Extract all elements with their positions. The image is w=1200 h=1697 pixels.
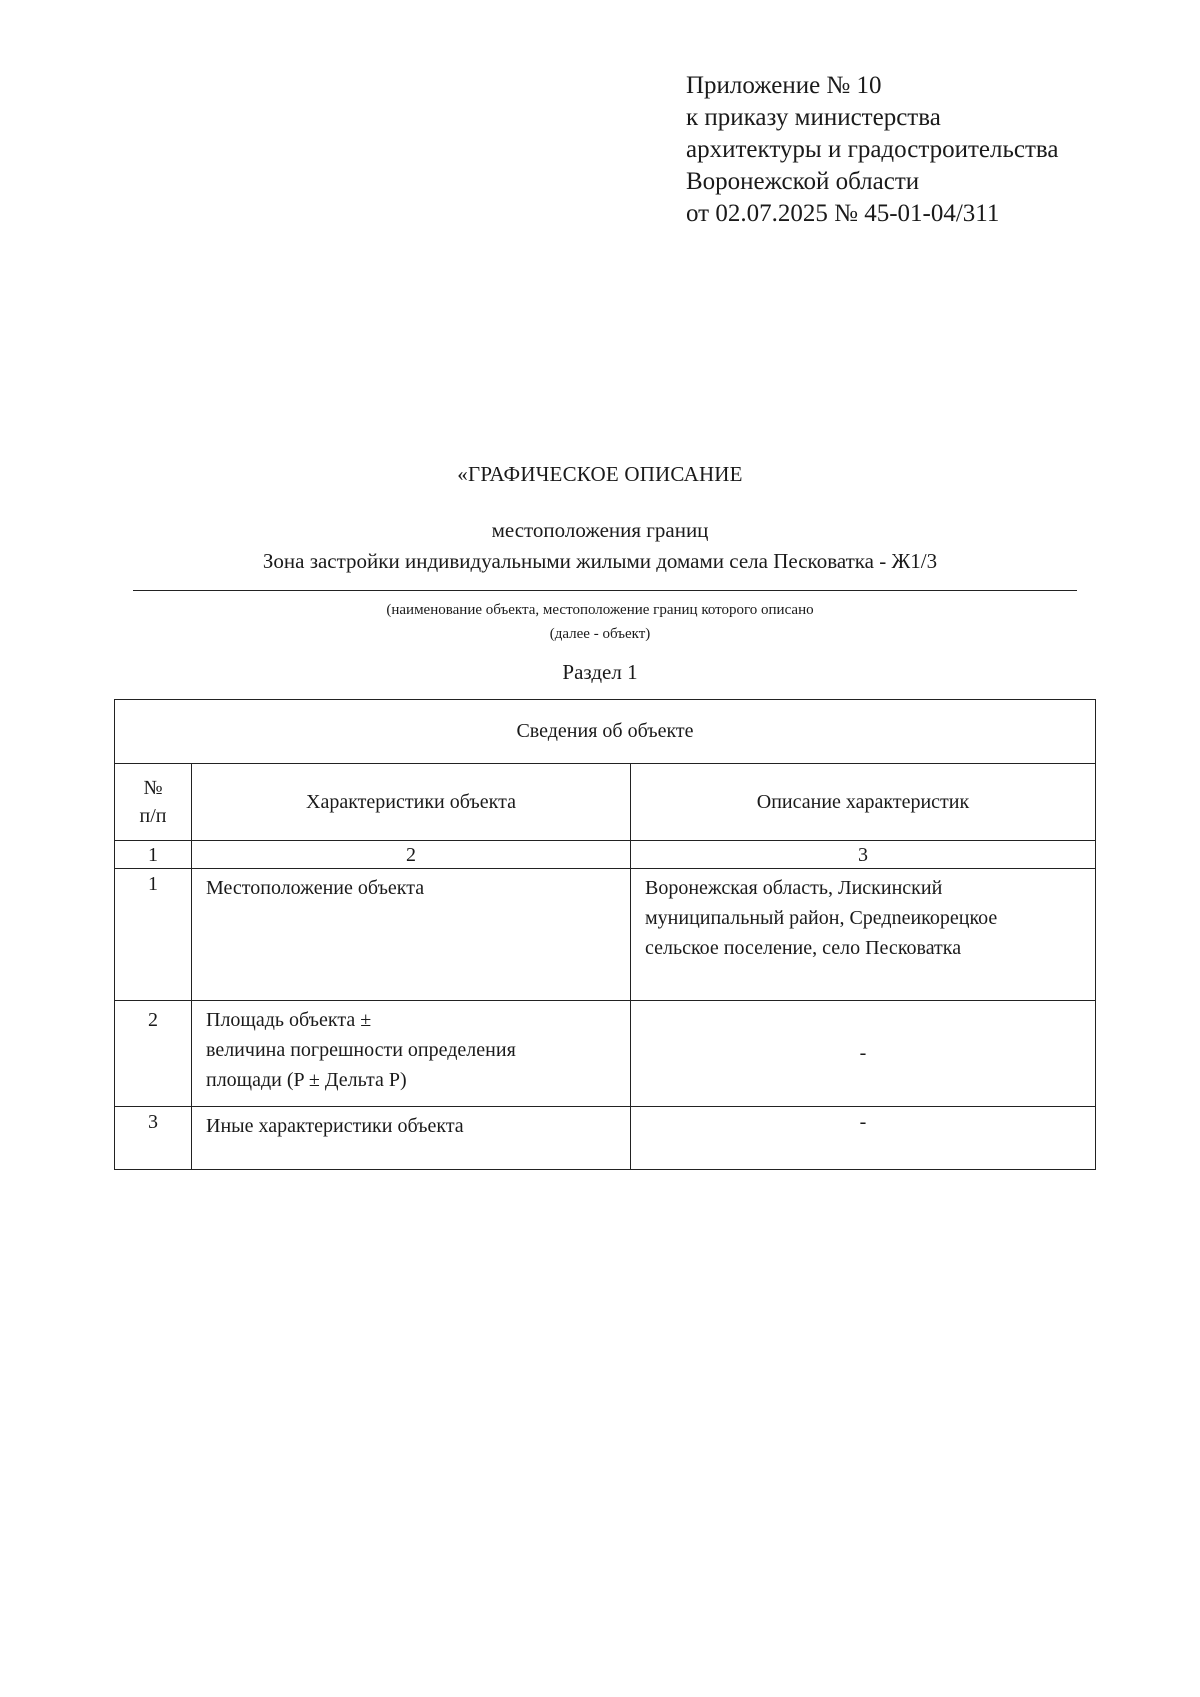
appendix-line: Приложение № 10 xyxy=(686,72,882,99)
appendix-line: Воронежской области xyxy=(686,168,920,195)
table-header-row xyxy=(115,700,1096,764)
object-name-caption xyxy=(0,598,1200,646)
document-subtitle: местоположения границ xyxy=(491,518,709,542)
document-title: «ГРАФИЧЕСКОЕ ОПИСАНИЕ xyxy=(457,462,743,486)
characteristic-line: площади (P ± Дельта P) xyxy=(206,1069,407,1091)
column-header-characteristics: Характеристики объекта xyxy=(192,764,631,841)
column-number: 2 xyxy=(192,841,631,869)
object-name: Зона застройки индивидуальными жилыми домами села Песковатка - Ж1/3 xyxy=(262,549,938,573)
column-header-description: Описание характеристик xyxy=(631,764,1096,841)
description-line: сельское поселение, село Песковатка xyxy=(645,937,962,959)
column-number-row xyxy=(115,841,1096,869)
row-characteristic: Местоположение объекта xyxy=(192,869,631,1001)
column-number: 1 xyxy=(115,841,192,869)
row-description xyxy=(631,869,1096,1001)
appendix-line: архитектуры и градостроительства xyxy=(686,136,1059,163)
table-row xyxy=(115,1107,1096,1170)
column-header-num-line: № xyxy=(143,777,163,799)
column-header-num xyxy=(115,764,192,841)
row-description: - xyxy=(631,1107,1096,1170)
row-number: 2 xyxy=(115,1001,192,1107)
appendix-line: к приказу министерства xyxy=(686,104,941,131)
row-number: 3 xyxy=(115,1107,192,1170)
column-number: 3 xyxy=(631,841,1096,869)
caption-line: (наименование объекта, местоположение границ которого описано xyxy=(386,602,814,618)
table-header: Сведения об объекте xyxy=(115,700,1096,764)
row-characteristic: Иные характеристики объекта xyxy=(192,1107,631,1170)
description-line: муниципальный район, Средneикорецкое xyxy=(645,907,998,929)
column-header-num-line: п/п xyxy=(139,805,167,827)
table-row xyxy=(115,869,1096,1001)
appendix-block xyxy=(686,70,1058,230)
characteristic-line: величина погрешности определения xyxy=(206,1039,516,1061)
description-line: Воронежская область, Лискинский xyxy=(645,877,943,899)
row-characteristic xyxy=(192,1001,631,1107)
caption-line: (далее - объект) xyxy=(549,626,651,642)
appendix-line: от 02.07.2025 № 45-01-04/311 xyxy=(686,200,1000,227)
row-number: 1 xyxy=(115,869,192,1001)
row-description: - xyxy=(631,1001,1096,1107)
table-row xyxy=(115,1001,1096,1107)
characteristic-line: Площадь объекта ± xyxy=(206,1009,372,1031)
section-label: Раздел 1 xyxy=(562,660,638,684)
column-header-row xyxy=(115,764,1096,841)
object-name-underline xyxy=(133,590,1077,591)
object-info-table xyxy=(114,699,1096,1170)
